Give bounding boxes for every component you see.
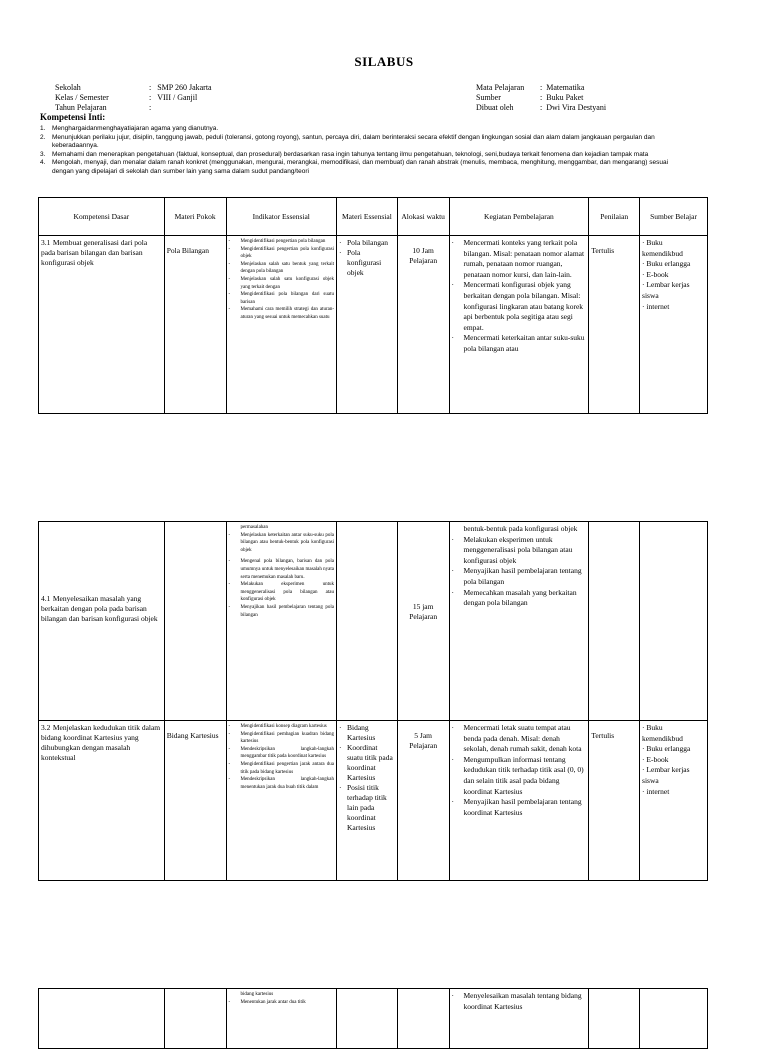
alokasi-cell: 5 Jam Pelajaran xyxy=(397,721,449,881)
header-alokasi: Alokasi waktu xyxy=(397,198,449,236)
pembuat-value: Dwi Vira Destyani xyxy=(546,103,607,112)
kegiatan-cell: · Menyelesaikan masalah tentang bidang koordinat Kartesius xyxy=(449,989,589,1049)
pembuat-label: Dibuat oleh xyxy=(476,103,514,112)
table-row xyxy=(39,721,708,881)
materi-essensial-cell: · Bidang Kartesius · Koordinat suatu titik pada koordinat Kartesius · Posisi titik terhadap titik lain pada koordinat Kartesius xyxy=(337,721,398,881)
mapel-label: Mata Pelajaran xyxy=(476,83,525,92)
penilaian-cell: Tertulis xyxy=(589,721,640,881)
header-kegiatan: Kegiatan Pembelajaran xyxy=(449,198,589,236)
page-title: SILABUS xyxy=(354,54,414,69)
kd-cell: 4.1 Menyelesaikan masalah yang berkaitan dengan pola pada barisan bilangan dan barisan konfigurasi objek xyxy=(39,522,165,721)
kelas-value: VIII / Ganjil xyxy=(157,93,198,102)
indikator-cell: bidang kartesius - Menentukan jarak antar dua titik xyxy=(226,989,336,1049)
header-penilaian: Penilaian xyxy=(589,198,640,236)
materi-essensial-cell: · Pola bilangan · Pola konfigurasi objek xyxy=(337,236,398,414)
indikator-cell: permasalahan - Menjelaskan keterkaitan antar suku-suku pola bilangan atau bentuk-bentuk pola konfigurasi objek - Mengenal pola bilangan, barisan dan pola umumnya untuk menyelesaikan masalah nyata serta menemukan masalah baru. - Melakukan eksperimen untuk menggeneralisasi pola bilangan atau konfigurasi objek - Menyajikan hasil pembelajaran tentang pola bilangan xyxy=(226,522,336,721)
list-item: 3. Memahami dan menerapkan pengetahuan (faktual, konseptual, dan prosedural) berdasarkan rasa ingin tahunya tentang ilmu pengetahuan, teknologi, seni,budaya terkait fenomena dan kejadian tampak mata xyxy=(40,150,649,158)
table-row xyxy=(39,522,708,721)
sumber-cell xyxy=(640,522,708,721)
table-row xyxy=(39,236,708,414)
header-materi-essensial: Materi Essensial xyxy=(337,198,398,236)
kd-cell xyxy=(39,989,165,1049)
list-item: 1. Menghargaidanmenghayatiajaran agama yang dianutnya. xyxy=(40,125,219,132)
school-info-right: Mata Pelajaran : Matematika Sumber : Buku Paket Dibuat oleh : Dwi Vira Destyani xyxy=(476,83,607,112)
kd-cell: 3.1 Membuat generalisasi dari pola pada barisan bilangan dan barisan konfigurasi objek xyxy=(39,236,165,414)
indikator-cell: - Mengidentifikasi pengertian pola bilangan - Mengidentifikasi pengertian pola konfigurasi objek - Menjelaskan salah satu bentuk yang terkait dengan pola bilangan - Menjelaskan salah satu konfigurasi objek yang terkait dengan - Mengidentifikasi pola bilangan dari suatu barisan - Memahami cara memilih strategi dan aturan-aturan yang sesuai untuk memecahkan suatu xyxy=(226,236,336,414)
sekolah-value: SMP 260 Jakarta xyxy=(157,83,212,92)
mapel-value: Matematika xyxy=(546,83,585,92)
kd-cell: 3.2 Menjelaskan kedudukan titik dalam bidang koordinat Kartesius yang dihubungkan dengan masalah kontekstual xyxy=(39,721,165,881)
kelas-label: Kelas / Semester xyxy=(55,93,109,102)
materi-essensial-cell xyxy=(337,989,398,1049)
alokasi-cell: 10 Jam Pelajaran xyxy=(397,236,449,414)
list-item: 4. Mengolah, menyaji, dan menalar dalam ranah konkret (menggunakan, mengurai, merangkai, memodifikasi, dan membuat) dan ranah abstrak (menulis, membaca, menghitung, menggambar, dan mengarang) sesuai dengan yang dipelajari di sekolah dan sumber lain yang sama dalam sudut pandang/teori xyxy=(40,159,669,175)
sumber-cell: · Buku kemendikbud · Buku erlangga · E-book · Lembar kerjas siswa · internet xyxy=(640,236,708,414)
kompetensi-inti-heading: Kompetensi Inti: xyxy=(40,112,106,122)
header-indikator: Indikator Essensial xyxy=(226,198,336,236)
sumber-value: Buku Paket xyxy=(546,93,584,102)
table-header-row xyxy=(39,198,708,236)
list-item: 2. Menunjukkan perilaku jujur, disiplin, tanggung jawab, peduli (toleransi, gotong royong), santun, percaya diri, dalam berinteraksi secara efektif dengan lingkungan sosial dan alam dalam jangkauan pergaulan dan keberadaannya. xyxy=(40,133,655,150)
header-sumber: Sumber Belajar xyxy=(640,198,708,236)
syllabus-table-page3 xyxy=(38,988,708,1049)
alokasi-cell xyxy=(397,989,449,1049)
materi-pokok-cell xyxy=(164,989,226,1049)
sumber-cell xyxy=(640,989,708,1049)
sumber-cell: · Buku kemendikbud · Buku erlangga · E-book · Lembar kerjas siswa · internet xyxy=(640,721,708,881)
alokasi-cell: 15 jam Pelajaran xyxy=(397,522,449,721)
table-row xyxy=(39,989,708,1049)
materi-pokok-cell: Bidang Kartesius xyxy=(164,721,226,881)
materi-pokok-cell: Pola Bilangan xyxy=(164,236,226,414)
header-kompetensi-dasar: Kompetensi Dasar xyxy=(39,198,165,236)
materi-essensial-cell xyxy=(337,522,398,721)
materi-pokok-cell xyxy=(164,522,226,721)
penilaian-cell: Tertulis xyxy=(589,236,640,414)
indikator-cell: - Mengidentifikasi konsep diagram kartesius - Mengidentifikasi pembagian kuadran bidang kartesius - Mendeskripsikan langkah-langkah menggambar titik pada koordinat kartesius - Mengidentifikasi pengertian jarak antara dua titik pada bidang kartesius - Mendeskripsikan langkah-langkah menentukan jarak dua buah titik dalam xyxy=(226,721,336,881)
penilaian-cell xyxy=(589,522,640,721)
penilaian-cell xyxy=(589,989,640,1049)
syllabus-table-page2 xyxy=(38,521,708,881)
kegiatan-cell: · Mencermati letak suatu tempat atau benda pada denah. Misal: denah sekolah, denah rumah sakit, denah kota · Mengumpulkan informasi tentang kedudukan titik terhadap titik asal (0, 0) dan selain titik asal pada bidang koordinat Kartesius · Menyajikan hasil pembelajaran tentang koordinat Kartesius xyxy=(449,721,589,881)
syllabus-table-page1 xyxy=(38,197,708,414)
tahun-label: Tahun Pelajaran xyxy=(55,103,107,112)
kompetensi-inti-list xyxy=(40,125,685,177)
kegiatan-cell: bentuk-bentuk pada konfigurasi objek · Melakukan eksperimen untuk menggeneralisasi pola bilangan atau konfigurasi objek · Menyajikan hasil pembelajaran tentang pola bilangan · Memecahkan masalah yang berkaitan dengan pola bilangan xyxy=(449,522,589,721)
sekolah-label: Sekolah xyxy=(55,83,81,92)
header-materi-pokok: Materi Pokok xyxy=(164,198,226,236)
kegiatan-cell: · Mencermati konteks yang terkait pola bilangan. Misal: penataan nomor alamat rumah, penataan nomor ruangan, penataan nomor kursi, dan lain-lain. · Mencermati konfigurasi objek yang berkaitan dengan pola bilangan. Misal: konfigurasi lingkaran atau batang korek api berbentuk pola segitiga atau segi empat. · Mencermati keterkaitan antar suku-suku pola bilangan atau xyxy=(449,236,589,414)
school-info-left: Sekolah : SMP 260 Jakarta Kelas / Semester : VIII / Ganjil Tahun Pelajaran : xyxy=(55,83,212,112)
sumber-label: Sumber xyxy=(476,93,501,102)
